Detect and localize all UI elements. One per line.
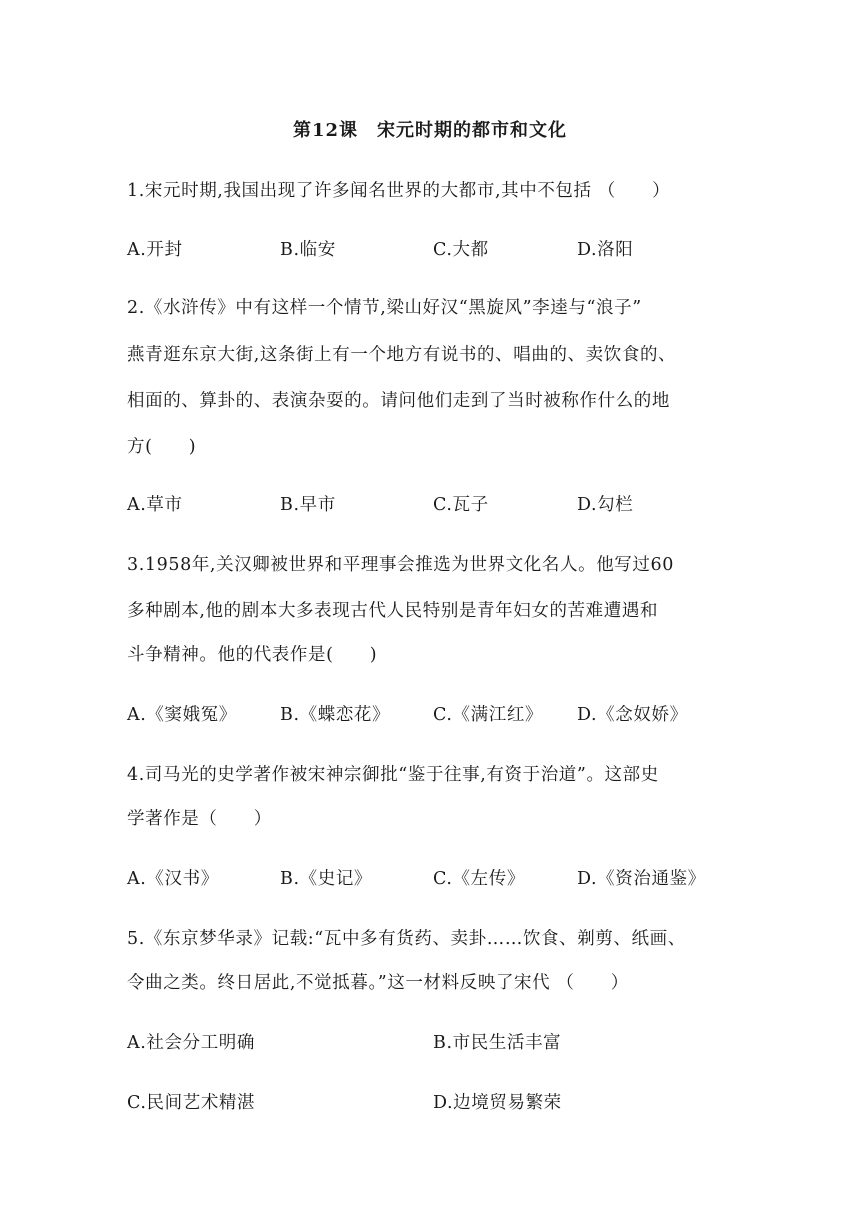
lesson-title: 第12课 宋元时期的都市和文化	[292, 120, 568, 141]
question-2-option-d: D.勾栏	[577, 495, 634, 515]
question-2-option-a: A.草市	[127, 495, 183, 515]
question-3-option-a: A.《窦娥冤》	[127, 705, 237, 725]
question-1-option-b: B.临安	[280, 240, 336, 260]
question-2-line-1: 2.《水浒传》中有这样一个情节,梁山好汉“黑旋风”李逵与“浪子”	[127, 298, 642, 318]
question-4-option-a: A.《汉书》	[127, 869, 219, 889]
question-5-line-2: 令曲之类。终日居此,不觉抵暮。”这一材料反映了宋代 （ ）	[127, 973, 629, 993]
question-3-option-d: D.《念奴娇》	[577, 705, 688, 725]
question-3-line-3: 斗争精神。他的代表作是( )	[127, 645, 378, 665]
question-4-option-c: C.《左传》	[433, 869, 525, 889]
question-1-option-d: D.洛阳	[577, 240, 634, 260]
question-1-option-c: C.大都	[433, 240, 489, 260]
question-5-option-c: C.民间艺术精湛	[127, 1093, 256, 1113]
question-5-line-1: 5.《东京梦华录》记载:“瓦中多有货药、卖卦……饮食、剃剪、纸画、	[127, 929, 686, 949]
question-5-option-a: A.社会分工明确	[127, 1033, 256, 1053]
question-3-line-2: 多种剧本,他的剧本大多表现古代人民特别是青年妇女的苦难遭遇和	[127, 601, 659, 621]
question-2-option-b: B.早市	[280, 495, 336, 515]
question-4-line-2: 学著作是（ ）	[127, 809, 272, 829]
question-2-line-3: 相面的、算卦的、表演杂耍的。请问他们走到了当时被称作什么的地	[127, 391, 670, 411]
question-4-line-1: 4.司马光的史学著作被宋神宗御批“鉴于往事,有资于治道”。这部史	[127, 765, 659, 785]
question-5-option-b: B.市民生活丰富	[433, 1033, 562, 1053]
question-3-option-b: B.《蝶恋花》	[280, 705, 391, 725]
question-3-line-1: 3.1958年,关汉卿被世界和平理事会推选为世界文化名人。他写过60	[127, 555, 674, 575]
question-1-line-1: 1.宋元时期,我国出现了许多闻名世界的大都市,其中不包括 （ ）	[127, 181, 671, 201]
question-5-option-d: D.边境贸易繁荣	[433, 1093, 562, 1113]
question-1-option-a: A.开封	[127, 240, 183, 260]
question-4-option-d: D.《资治通鉴》	[577, 869, 706, 889]
question-2-line-2: 燕青逛东京大街,这条街上有一个地方有说书的、唱曲的、卖饮食的、	[127, 345, 677, 365]
question-2-line-4: 方( )	[127, 437, 197, 457]
question-4-option-b: B.《史记》	[280, 869, 373, 889]
question-2-option-c: C.瓦子	[433, 495, 489, 515]
question-3-option-c: C.《满江红》	[433, 705, 544, 725]
